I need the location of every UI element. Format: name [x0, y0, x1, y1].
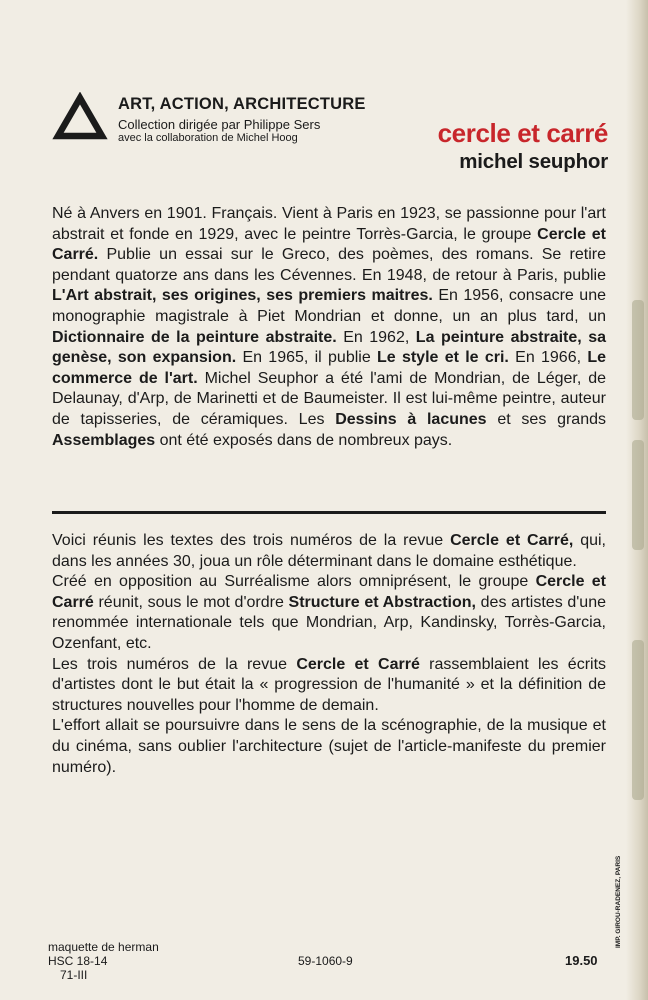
bio-bold: Dessins à lacunes: [335, 410, 487, 428]
desc-text: Les trois numéros de la revue: [52, 655, 297, 673]
series-header: [118, 94, 366, 145]
edge-stain: [632, 640, 644, 800]
isbn-number: 59-1060-9: [298, 954, 353, 968]
book-author: michel seuphor: [459, 150, 608, 173]
bio-bold: Le style et le cri.: [377, 349, 509, 367]
desc-text: qui, dans les années 30, joua un rôle déterminant dans le domaine esthétique.: [52, 532, 606, 570]
book-description: [52, 531, 606, 778]
bio-text: Né à Anvers en 1901. Français. Vient à Paris en 1923, se passionne pour l'art abstrait et fonde en 1929, avec le peintre Torrès-Garcia, le groupe: [52, 205, 606, 243]
footer-credits: [48, 940, 159, 982]
bio-text: En 1966,: [508, 349, 588, 367]
desc-text: rassemblaient les écrits d'artistes dont le but était la « progression de l'humanité » et la définition de structures nouvelles pour l'homme de demain.: [52, 655, 607, 714]
description-paragraph: [52, 531, 606, 572]
description-paragraph: L'effort allait se poursuivre dans le sens de la scénographie, de la musique et du cinéma, sans oublier l'architecture (sujet de l'article-manifeste du premier numéro).: [52, 717, 606, 776]
desc-bold: Cercle et Carré: [52, 573, 607, 611]
desc-text: Voici réunis les textes des trois numéros de la revue: [52, 532, 451, 549]
bio-bold: L'Art abstrait, ses origines, ses premiers maitres.: [52, 287, 433, 305]
printer-imprint: IMP. GIROU-RADENEZ, PARIS: [615, 855, 622, 948]
bio-text: En 1956, consacre une monographie magistrale à Piet Mondrian et donne, un an plus tard, un: [52, 287, 606, 325]
bio-text: ont été exposés dans de nombreux pays.: [155, 431, 453, 449]
desc-text: des artistes d'une renommée internationale tels que Mondrian, Arp, Kandinsky, Torrès-Garcia, Ozenfant, etc.: [52, 593, 607, 652]
desc-bold: Structure et Abstraction,: [288, 593, 476, 611]
bio-text: Publie un essai sur le Greco, des poèmes, des romans. Se retire pendant quatorze ans dans les Cévennes. En 1948, de retour à Paris, publie: [52, 246, 606, 284]
desc-bold: Cercle et Carré,: [450, 532, 574, 549]
bio-bold: Assemblages: [52, 431, 156, 449]
bio-bold: Cercle et Carré.: [52, 225, 607, 264]
bio-text: Michel Seuphor a été l'ami de Mondrian, de Léger, de Delaunay, d'Arp, de Marinetti et de Baumeister. Il est lui-même peintre, auteur de tapisseries, de céramiques. Les: [52, 369, 607, 428]
batch-code: 71-III: [60, 968, 88, 982]
desc-text: Créé en opposition au Surréalisme alors omniprésent, le groupe: [52, 573, 536, 591]
description-paragraph: [52, 572, 606, 654]
desc-bold: Cercle et Carré: [296, 655, 420, 673]
desc-text: réunit, sous le mot d'ordre: [93, 593, 289, 611]
bio-text: et ses grands: [486, 410, 606, 428]
edge-stain: [632, 440, 644, 550]
bio-text: En 1962,: [336, 328, 416, 346]
series-editor: Collection dirigée par Philippe Sers: [118, 117, 321, 132]
bio-bold: La peinture abstraite, sa genèse, son expansion.: [52, 328, 606, 367]
section-divider: [52, 511, 606, 514]
designer-credit: maquette de herman: [48, 940, 159, 954]
series-title: ART, ACTION, ARCHITECTURE: [118, 95, 366, 113]
price: 19.50: [565, 953, 598, 968]
author-biography: [52, 204, 606, 451]
bio-text: En 1965, il publie: [236, 349, 377, 367]
edge-stain: [632, 300, 644, 420]
triangle-logo-icon: [52, 92, 108, 144]
bio-bold: Le commerce de l'art.: [52, 349, 606, 387]
description-paragraph: [52, 655, 606, 717]
book-title: cercle et carré: [437, 118, 608, 148]
catalog-code: HSC 18-14: [48, 954, 108, 968]
series-collaborator: avec la collaboration de Michel Hoog: [118, 132, 298, 144]
bio-bold: Dictionnaire de la peinture abstraite.: [52, 328, 337, 346]
